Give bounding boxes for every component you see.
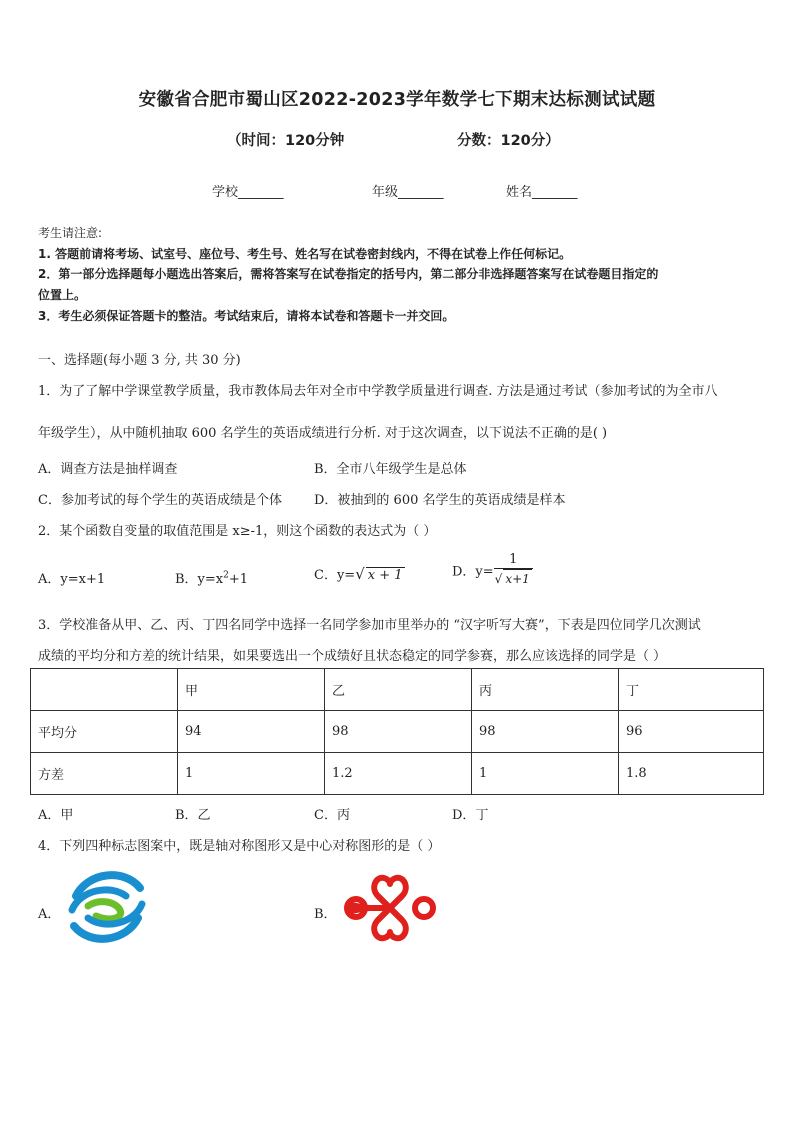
- mobile-logo-icon: [66, 866, 148, 948]
- q2-option-a: A．y=x+1: [38, 572, 106, 587]
- table-cell: 96: [619, 711, 764, 753]
- q3-option-d: D．丁: [452, 808, 489, 823]
- q2-stem: 2．某个函数自变量的取值范围是 x≥-1，则这个函数的表达式为（ ）: [38, 524, 437, 539]
- exam-time: （时间：120分钟: [227, 133, 345, 149]
- q1-option-d: D．被抽到的 600 名学生的英语成绩是样本: [314, 493, 566, 508]
- q4-option-b: B．: [314, 907, 337, 922]
- table-cell: 丁: [619, 669, 764, 711]
- table-cell: 方差: [31, 753, 178, 795]
- notes-heading: 考生请注意:: [38, 226, 103, 240]
- q2-option-b: B．$y=x^2+1$: [175, 570, 249, 587]
- q3-option-c: C．丙: [314, 808, 350, 823]
- table-cell: 平均分: [31, 711, 178, 753]
- table-row: [31, 753, 764, 795]
- q1-option-c: C．参加考试的每个学生的英语成绩是个体: [38, 493, 282, 508]
- table-cell: [31, 669, 178, 711]
- note-item: 位置上。: [38, 288, 87, 302]
- grade-field: 年级_______: [372, 185, 444, 200]
- table-cell: 1: [178, 753, 325, 795]
- table-cell: 乙: [325, 669, 472, 711]
- page-title: 安徽省合肥市蜀山区2022-2023学年数学七下期末达标测试试题: [138, 90, 656, 110]
- table-row: [31, 711, 764, 753]
- q3-stem-line1: 3．学校准备从甲、乙、丙、丁四名同学中选择一名同学参加市里举办的 “汉字听写大赛”，下表是四位同学几次测试: [38, 618, 701, 633]
- unicom-logo-icon: [340, 868, 440, 948]
- school-field: 学校_______: [212, 185, 284, 200]
- q2-option-c: C．y=√ x + 1: [314, 565, 403, 583]
- q1-option-a: A．调查方法是抽样调查: [38, 462, 178, 477]
- table-cell: 1.8: [619, 753, 764, 795]
- q1-stem-line2: 年级学生），从中随机抽取 600 名学生的英语成绩进行分析. 对于这次调查，以下说法不正确的是( ): [38, 426, 608, 441]
- name-field: 姓名_______: [506, 185, 578, 200]
- note-item: 3．考生必须保证答题卡的整洁。考试结束后，请将本试卷和答题卡一并交回。: [38, 309, 455, 323]
- q1-stem-line1: 1．为了了解中学课堂教学质量，我市教体局去年对全市中学教学质量进行调查. 方法是通过考试（参加考试的为全市八: [38, 384, 718, 399]
- table-header-row: [31, 669, 764, 711]
- note-item: 1. 答题前请将考场、试室号、座位号、考生号、姓名写在试卷密封线内，不得在试卷上作任何标记。: [38, 247, 572, 261]
- table-cell: 98: [325, 711, 472, 753]
- note-item: 2．第一部分选择题每小题选出答案后，需将答案写在试卷指定的括号内，第二部分非选择题答案写在试卷题目指定的: [38, 267, 659, 281]
- table-cell: 1.2: [325, 753, 472, 795]
- q3-stem-line2: 成绩的平均分和方差的统计结果，如果要选出一个成绩好且状态稳定的同学参赛，那么应该选择的同学是（ ）: [38, 649, 667, 664]
- q3-option-a: A．甲: [38, 808, 74, 823]
- exam-score: 分数：120分）: [457, 133, 560, 149]
- table-cell: 94: [178, 711, 325, 753]
- score-table: [30, 668, 764, 795]
- table-cell: 丙: [472, 669, 619, 711]
- q1-option-b: B．全市八年级学生是总体: [314, 462, 467, 477]
- q4-stem: 4．下列四种标志图案中，既是轴对称图形又是中心对称图形的是（ ）: [38, 839, 441, 854]
- table-cell: 甲: [178, 669, 325, 711]
- q4-option-a: A．: [38, 907, 61, 922]
- q2-option-d: D．y= $\frac{1}{√ x+1}$: [452, 552, 533, 588]
- q3-option-b: B．乙: [175, 808, 211, 823]
- section-heading: 一、选择题(每小题 3 分, 共 30 分): [38, 353, 241, 368]
- table-cell: 1: [472, 753, 619, 795]
- table-cell: 98: [472, 711, 619, 753]
